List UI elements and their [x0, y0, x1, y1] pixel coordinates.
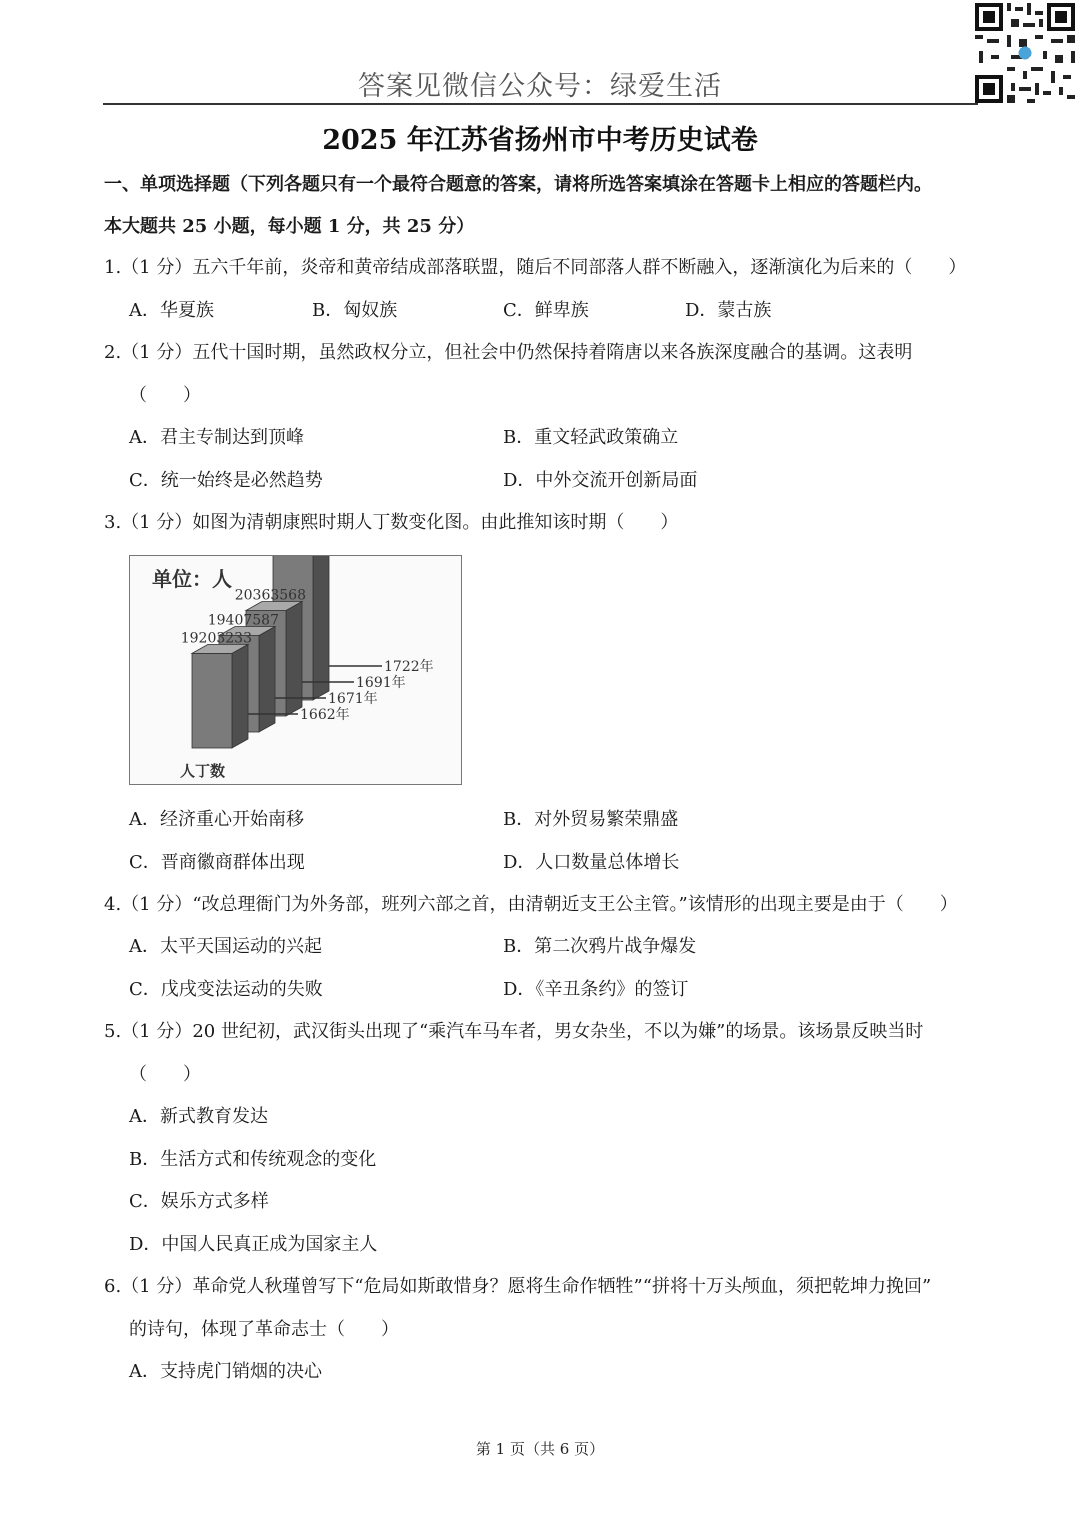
question-5-option-d: D．中国人民真正成为国家主人: [129, 1234, 378, 1255]
year-label-2: 1691年: [356, 675, 406, 691]
question-2-stem: 2.（1 分）五代十国时期，虽然政权分立，但社会中仍然保持着隋唐以来各族深度融合的基调。这表明: [104, 342, 913, 363]
year-label-1: 1671年: [328, 691, 378, 707]
question-6-stem: 6.（1 分）革命党人秋瑾曾写下“危局如斯敢惜身？愿将生命作牺牲”“拼将十万头颅血，须把乾坤力挽回”: [104, 1276, 932, 1297]
question-5-stem: 5.（1 分）20 世纪初，武汉街头出现了“乘汽车马车者，男女杂坐，不以为嫌”的场景。该场景反映当时: [104, 1021, 924, 1042]
bar-value-label-0: 19203233: [180, 630, 252, 647]
qr-code-icon: [975, 3, 1075, 103]
question-2-option-b: B．重文轻武政策确立: [503, 427, 679, 448]
bar-value-label-1: 19407587: [207, 612, 279, 629]
bar-0: [192, 653, 232, 748]
question-5-option-b: B．生活方式和传统观念的变化: [129, 1149, 377, 1170]
page-title: 2025 年江苏省扬州市中考历史试卷: [322, 125, 758, 156]
bar-side-3: [313, 556, 329, 700]
question-5-stem-cont: （ ）: [129, 1064, 201, 1085]
question-4-stem: 4.（1 分）“改总理衙门为外务部，班列六部之首，由清朝近支王公主管。”该情形的出现主要是由于（ ）: [104, 894, 958, 915]
question-5-option-c: C．娱乐方式多样: [129, 1191, 269, 1212]
question-6-option-a: A．支持虎门销烟的决心: [129, 1361, 322, 1382]
question-1-option-c: C．鲜卑族: [503, 300, 589, 321]
question-3-option-d: D．人口数量总体增长: [503, 852, 680, 873]
bar-side-2: [286, 601, 302, 716]
question-2-stem-cont: （ ）: [129, 385, 201, 406]
question-4-option-d: D．《辛丑条约》的签订: [503, 979, 689, 1000]
question-2-option-d: D．中外交流开创新局面: [503, 470, 698, 491]
section-heading-line-2: 本大题共 25 小题，每小题 1 分，共 25 分）: [104, 216, 475, 237]
chart-title: 单位：人: [152, 567, 232, 591]
section-heading-line-1: 一、单项选择题（下列各题只有一个最符合题意的答案，请将所选答案填涂在答题卡上相应的答题栏内。: [104, 174, 932, 195]
year-label-3: 1722年: [384, 659, 434, 675]
question-3-option-b: B．对外贸易繁荣鼎盛: [503, 809, 679, 830]
bar-side-0: [232, 644, 248, 748]
year-label-0: 1662年: [300, 707, 350, 723]
question-1-option-d: D．蒙古族: [685, 300, 772, 321]
header-divider: [103, 103, 978, 105]
header-notice: 答案见微信公众号：绿爱生活: [358, 71, 722, 102]
question-6-stem-cont: 的诗句，体现了革命志士（ ）: [129, 1319, 399, 1340]
question-2-option-a: A．君主专制达到顶峰: [129, 427, 304, 448]
question-2-option-c: C．统一始终是必然趋势: [129, 470, 323, 491]
question-1-option-b: B．匈奴族: [312, 300, 398, 321]
question-4-option-b: B．第二次鸦片战争爆发: [503, 936, 697, 957]
question-4-option-a: A．太平天国运动的兴起: [129, 936, 322, 957]
bar-side-1: [259, 626, 275, 732]
question-3-stem: 3.（1 分）如图为清朝康熙时期人丁数变化图。由此推知该时期（ ）: [104, 512, 679, 533]
population-chart: [129, 555, 462, 785]
question-1-stem: 1.（1 分）五六千年前，炎帝和黄帝结成部落联盟，随后不同部落人群不断融入，逐渐演化为后来的（ ）: [104, 257, 967, 278]
question-1-option-a: A．华夏族: [129, 300, 214, 321]
question-3-option-a: A．经济重心开始南移: [129, 809, 304, 830]
chart-xlabel: 人丁数: [180, 762, 226, 780]
page-footer: 第 1 页（共 6 页）: [475, 1440, 605, 1458]
question-3-option-c: C．晋商徽商群体出现: [129, 852, 305, 873]
question-4-option-c: C．戊戌变法运动的失败: [129, 979, 323, 1000]
question-5-option-a: A．新式教育发达: [129, 1106, 268, 1127]
bar-value-label-2: 20363568: [234, 587, 306, 604]
